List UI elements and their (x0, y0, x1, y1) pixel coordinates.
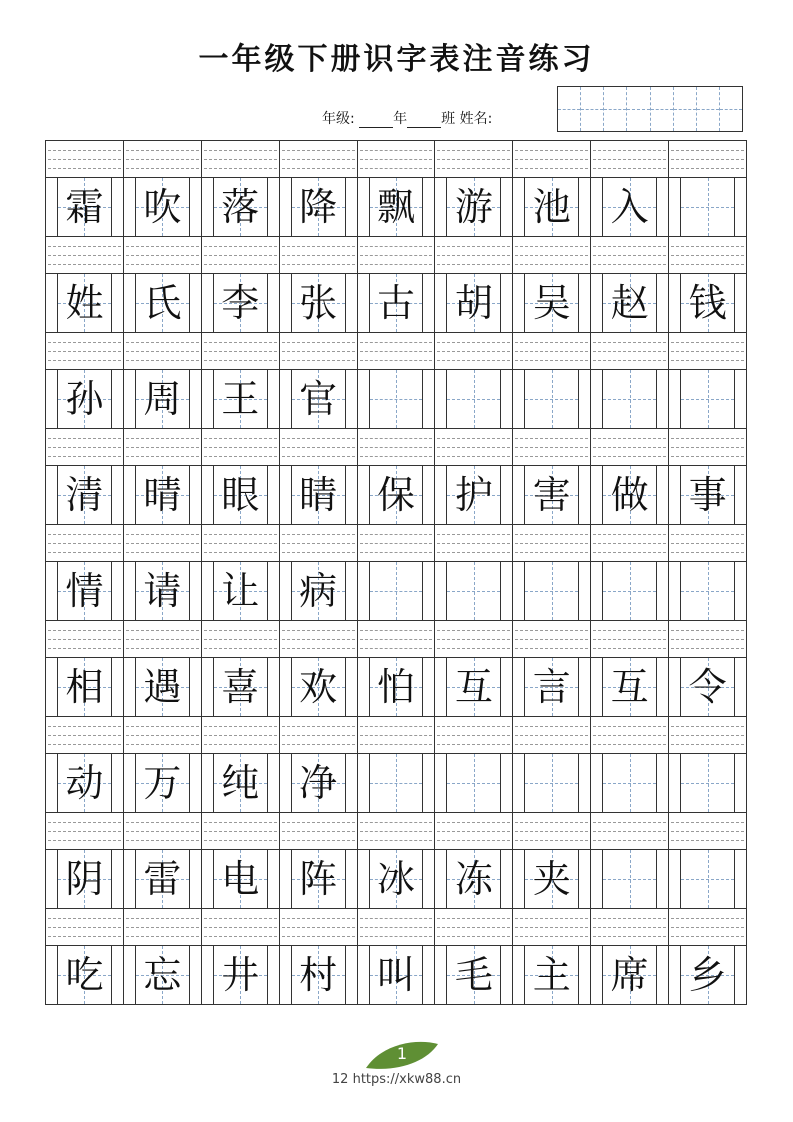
pinyin-row (45, 716, 747, 753)
character: 吹 (143, 185, 182, 229)
pinyin-cell[interactable] (202, 525, 280, 561)
tian-grid-box (446, 562, 501, 620)
character-cell[interactable] (280, 562, 358, 620)
character: 欢 (299, 665, 338, 709)
pinyin-cell[interactable] (358, 237, 436, 273)
grid-row (45, 140, 747, 236)
pinyin-cell[interactable] (46, 909, 124, 945)
pinyin-row (45, 236, 747, 273)
grade-label: 年级: (322, 111, 355, 127)
character-cell[interactable] (591, 274, 669, 332)
pinyin-row (45, 140, 747, 177)
character-cell[interactable] (513, 754, 591, 812)
character: 池 (532, 185, 571, 229)
character-cell[interactable] (46, 754, 124, 812)
pinyin-cell[interactable] (513, 621, 591, 657)
pinyin-cell[interactable] (46, 717, 124, 753)
pinyin-cell[interactable] (358, 717, 436, 753)
character-cell[interactable] (591, 370, 669, 428)
character-cell[interactable] (280, 370, 358, 428)
name-writing-box[interactable] (557, 86, 743, 132)
character: 情 (65, 569, 104, 613)
pinyin-cell[interactable] (202, 717, 280, 753)
character: 夹 (532, 857, 571, 901)
name-cell (673, 87, 696, 131)
pinyin-cell[interactable] (591, 333, 669, 369)
character-row (45, 945, 747, 1004)
character-cell[interactable] (358, 754, 436, 812)
pinyin-cell[interactable] (124, 621, 202, 657)
grid-row (45, 908, 747, 1004)
pinyin-cell[interactable] (46, 813, 124, 849)
pinyin-cell[interactable] (358, 621, 436, 657)
character: 乡 (688, 953, 727, 997)
class-label: 班 (441, 111, 456, 127)
grid-row (45, 716, 747, 812)
pinyin-cell[interactable] (669, 525, 747, 561)
character: 动 (65, 761, 104, 805)
pinyin-cell[interactable] (280, 429, 358, 465)
character-cell[interactable] (591, 466, 669, 524)
pinyin-row (45, 908, 747, 945)
character: 病 (299, 569, 338, 613)
character-cell[interactable] (669, 850, 747, 908)
pinyin-cell[interactable] (280, 717, 358, 753)
pinyin-cell[interactable] (280, 621, 358, 657)
character-cell[interactable] (124, 178, 202, 236)
character-cell[interactable] (513, 946, 591, 1004)
tian-grid-box (602, 850, 657, 908)
character: 睛 (299, 473, 338, 517)
pinyin-cell[interactable] (124, 429, 202, 465)
pinyin-cell[interactable] (591, 621, 669, 657)
page-number: 1 (396, 1044, 408, 1063)
pinyin-cell[interactable] (591, 909, 669, 945)
character-cell[interactable] (358, 466, 436, 524)
character-cell[interactable] (46, 274, 124, 332)
pinyin-cell[interactable] (280, 813, 358, 849)
tian-grid-box (602, 754, 657, 812)
character: 让 (221, 569, 260, 613)
character-cell[interactable] (435, 274, 513, 332)
character: 古 (377, 281, 416, 325)
character: 言 (532, 665, 571, 709)
character-cell[interactable] (669, 658, 747, 716)
character: 雷 (143, 857, 182, 901)
character: 请 (143, 569, 182, 613)
pinyin-cell[interactable] (202, 621, 280, 657)
character-row (45, 465, 747, 524)
character-cell[interactable] (435, 178, 513, 236)
character: 电 (221, 857, 260, 901)
character-cell[interactable] (124, 562, 202, 620)
pinyin-cell[interactable] (435, 813, 513, 849)
pinyin-cell[interactable] (280, 141, 358, 177)
character-cell[interactable] (124, 274, 202, 332)
name-cell (580, 87, 603, 131)
character-cell[interactable] (202, 370, 280, 428)
character-row (45, 561, 747, 620)
pinyin-cell[interactable] (513, 525, 591, 561)
character-cell[interactable] (669, 178, 747, 236)
character-cell[interactable] (513, 370, 591, 428)
character-row (45, 753, 747, 812)
character-cell[interactable] (124, 850, 202, 908)
character: 冰 (377, 857, 416, 901)
character: 害 (532, 473, 571, 517)
character-cell[interactable] (669, 466, 747, 524)
character: 姓 (65, 281, 104, 325)
pinyin-cell[interactable] (669, 333, 747, 369)
character-cell[interactable] (435, 850, 513, 908)
pinyin-cell[interactable] (669, 237, 747, 273)
pinyin-cell[interactable] (358, 909, 436, 945)
character: 村 (299, 953, 338, 997)
character-row (45, 657, 747, 716)
character: 叫 (377, 953, 416, 997)
character-cell[interactable] (358, 850, 436, 908)
character: 官 (299, 377, 338, 421)
name-cell (603, 87, 626, 131)
character: 霜 (65, 185, 104, 229)
character: 冻 (454, 857, 493, 901)
pinyin-cell[interactable] (124, 237, 202, 273)
grid-row (45, 812, 747, 908)
character: 清 (65, 473, 104, 517)
pinyin-cell[interactable] (591, 429, 669, 465)
pinyin-cell[interactable] (669, 909, 747, 945)
pinyin-cell[interactable] (46, 429, 124, 465)
character-cell[interactable] (280, 754, 358, 812)
character: 孙 (65, 377, 104, 421)
tian-grid-box (680, 370, 735, 428)
character-cell[interactable] (435, 466, 513, 524)
character-cell[interactable] (46, 562, 124, 620)
character-cell[interactable] (280, 178, 358, 236)
character-cell[interactable] (435, 946, 513, 1004)
character-cell[interactable] (513, 658, 591, 716)
character-cell[interactable] (513, 178, 591, 236)
character-cell[interactable] (202, 178, 280, 236)
character-cell[interactable] (513, 466, 591, 524)
character-row (45, 849, 747, 908)
pinyin-cell[interactable] (358, 525, 436, 561)
pinyin-cell[interactable] (435, 525, 513, 561)
character-cell[interactable] (513, 850, 591, 908)
tian-grid-box (446, 370, 501, 428)
pinyin-cell[interactable] (202, 813, 280, 849)
pinyin-cell[interactable] (202, 237, 280, 273)
pinyin-cell[interactable] (513, 813, 591, 849)
character-cell[interactable] (669, 274, 747, 332)
character: 晴 (143, 473, 182, 517)
character-cell[interactable] (46, 946, 124, 1004)
character-row (45, 273, 747, 332)
character: 吃 (65, 953, 104, 997)
character: 怕 (377, 665, 416, 709)
character-cell[interactable] (435, 562, 513, 620)
pinyin-cell[interactable] (280, 525, 358, 561)
pinyin-cell[interactable] (669, 717, 747, 753)
pinyin-row (45, 620, 747, 657)
character-cell[interactable] (358, 562, 436, 620)
tian-grid-box (602, 370, 657, 428)
character-cell[interactable] (513, 562, 591, 620)
pinyin-cell[interactable] (513, 333, 591, 369)
footer-url[interactable]: 12 https://xkw88.cn (331, 1072, 462, 1087)
pinyin-row (45, 812, 747, 849)
tian-grid-box (524, 562, 579, 620)
grid-row (45, 524, 747, 620)
tian-grid-box (680, 850, 735, 908)
page-title: 一年级下册识字表注音练习 (198, 42, 595, 77)
name-cell (719, 87, 742, 131)
character: 眼 (221, 473, 260, 517)
character-cell[interactable] (124, 658, 202, 716)
character-cell[interactable] (435, 370, 513, 428)
character: 互 (454, 665, 493, 709)
character: 忘 (143, 953, 182, 997)
pinyin-cell[interactable] (46, 621, 124, 657)
pinyin-cell[interactable] (202, 429, 280, 465)
character-cell[interactable] (124, 946, 202, 1004)
character: 降 (299, 185, 338, 229)
pinyin-cell[interactable] (591, 813, 669, 849)
name-cell (650, 87, 673, 131)
character: 游 (454, 185, 493, 229)
character: 遇 (143, 665, 182, 709)
pinyin-cell[interactable] (513, 909, 591, 945)
name-cell (696, 87, 719, 131)
character-cell[interactable] (591, 178, 669, 236)
pinyin-cell[interactable] (669, 621, 747, 657)
class-blank[interactable] (407, 113, 441, 128)
character-cell[interactable] (46, 658, 124, 716)
pinyin-cell[interactable] (435, 909, 513, 945)
pinyin-cell[interactable] (46, 333, 124, 369)
character-cell[interactable] (669, 370, 747, 428)
pinyin-cell[interactable] (280, 333, 358, 369)
character-cell[interactable] (358, 370, 436, 428)
character: 相 (65, 665, 104, 709)
pinyin-cell[interactable] (46, 525, 124, 561)
character-cell[interactable] (435, 658, 513, 716)
pinyin-cell[interactable] (46, 141, 124, 177)
character-cell[interactable] (202, 658, 280, 716)
character-cell[interactable] (124, 466, 202, 524)
character-cell[interactable] (591, 946, 669, 1004)
pinyin-cell[interactable] (669, 813, 747, 849)
pinyin-cell[interactable] (280, 909, 358, 945)
character: 飘 (377, 185, 416, 229)
pinyin-cell[interactable] (358, 141, 436, 177)
character: 井 (221, 953, 260, 997)
character-cell[interactable] (46, 178, 124, 236)
tian-grid-box (524, 754, 579, 812)
character-cell[interactable] (280, 274, 358, 332)
pinyin-cell[interactable] (591, 237, 669, 273)
pinyin-cell[interactable] (591, 141, 669, 177)
pinyin-cell[interactable] (513, 237, 591, 273)
grade-blank[interactable] (359, 113, 393, 128)
pinyin-cell[interactable] (435, 333, 513, 369)
character: 护 (454, 473, 493, 517)
character-cell[interactable] (591, 850, 669, 908)
character: 万 (143, 761, 182, 805)
character: 纯 (221, 761, 260, 805)
pinyin-cell[interactable] (591, 717, 669, 753)
character-cell[interactable] (669, 562, 747, 620)
character-cell[interactable] (202, 946, 280, 1004)
character: 令 (688, 665, 727, 709)
pinyin-cell[interactable] (513, 717, 591, 753)
character: 王 (221, 377, 260, 421)
character-cell[interactable] (124, 370, 202, 428)
character-cell[interactable] (124, 754, 202, 812)
pinyin-cell[interactable] (669, 141, 747, 177)
tian-grid-box (524, 370, 579, 428)
character-cell[interactable] (280, 658, 358, 716)
pinyin-cell[interactable] (591, 525, 669, 561)
name-label: 姓名: (459, 111, 493, 127)
pinyin-cell[interactable] (513, 429, 591, 465)
character-cell[interactable] (202, 850, 280, 908)
tian-grid-box (680, 754, 735, 812)
character-cell[interactable] (435, 754, 513, 812)
practice-grid (45, 140, 747, 1005)
character-cell[interactable] (46, 370, 124, 428)
pinyin-row (45, 428, 747, 465)
name-cell (558, 87, 580, 131)
tian-grid-box (602, 562, 657, 620)
tian-grid-box (369, 562, 424, 620)
character-cell[interactable] (202, 562, 280, 620)
pinyin-cell[interactable] (124, 717, 202, 753)
character: 席 (610, 953, 649, 997)
character: 赵 (610, 281, 649, 325)
tian-grid-box (446, 754, 501, 812)
pinyin-cell[interactable] (435, 621, 513, 657)
pinyin-cell[interactable] (435, 717, 513, 753)
character: 喜 (221, 665, 260, 709)
pinyin-cell[interactable] (202, 333, 280, 369)
character: 氏 (143, 281, 182, 325)
pinyin-cell[interactable] (202, 909, 280, 945)
character-cell[interactable] (358, 658, 436, 716)
character: 阴 (65, 857, 104, 901)
tian-grid-box (369, 370, 424, 428)
pinyin-cell[interactable] (669, 429, 747, 465)
character: 阵 (299, 857, 338, 901)
character: 净 (299, 761, 338, 805)
pinyin-cell[interactable] (124, 909, 202, 945)
character-cell[interactable] (669, 946, 747, 1004)
pinyin-cell[interactable] (124, 141, 202, 177)
character: 吴 (532, 281, 571, 325)
pinyin-cell[interactable] (46, 237, 124, 273)
character-cell[interactable] (669, 754, 747, 812)
character-cell[interactable] (591, 754, 669, 812)
pinyin-cell[interactable] (124, 813, 202, 849)
character: 入 (610, 185, 649, 229)
character: 落 (221, 185, 260, 229)
character-cell[interactable] (358, 274, 436, 332)
character: 张 (299, 281, 338, 325)
pinyin-cell[interactable] (202, 141, 280, 177)
pinyin-cell[interactable] (358, 333, 436, 369)
grid-bottom-border (45, 1004, 747, 1005)
pinyin-cell[interactable] (358, 429, 436, 465)
character: 保 (377, 473, 416, 517)
character-cell[interactable] (591, 562, 669, 620)
character-cell[interactable] (280, 946, 358, 1004)
pinyin-cell[interactable] (513, 141, 591, 177)
year-label: 年 (393, 111, 408, 127)
character: 主 (532, 953, 571, 997)
character: 胡 (454, 281, 493, 325)
character-cell[interactable] (46, 850, 124, 908)
character-cell[interactable] (591, 658, 669, 716)
character: 事 (688, 473, 727, 517)
pinyin-cell[interactable] (280, 237, 358, 273)
character-cell[interactable] (358, 946, 436, 1004)
character-cell[interactable] (280, 850, 358, 908)
name-cell (626, 87, 649, 131)
pinyin-cell[interactable] (435, 429, 513, 465)
grid-row (45, 428, 747, 524)
character: 毛 (454, 953, 493, 997)
grid-row (45, 332, 747, 428)
character: 周 (143, 377, 182, 421)
grid-row (45, 620, 747, 716)
character-cell[interactable] (280, 466, 358, 524)
pinyin-cell[interactable] (124, 333, 202, 369)
grid-row (45, 236, 747, 332)
tian-grid-box (369, 754, 424, 812)
pinyin-cell[interactable] (435, 141, 513, 177)
tian-grid-box (680, 178, 735, 236)
character: 李 (221, 281, 260, 325)
tian-grid-box (680, 562, 735, 620)
character-cell[interactable] (513, 274, 591, 332)
character: 互 (610, 665, 649, 709)
character-cell[interactable] (358, 178, 436, 236)
pinyin-row (45, 332, 747, 369)
character-row (45, 177, 747, 236)
character-cell[interactable] (202, 466, 280, 524)
character-cell[interactable] (202, 754, 280, 812)
pinyin-row (45, 524, 747, 561)
character-row (45, 369, 747, 428)
character: 钱 (688, 281, 727, 325)
student-info (322, 108, 492, 128)
character-cell[interactable] (202, 274, 280, 332)
pinyin-cell[interactable] (435, 237, 513, 273)
character-cell[interactable] (46, 466, 124, 524)
pinyin-cell[interactable] (358, 813, 436, 849)
pinyin-cell[interactable] (124, 525, 202, 561)
character: 做 (610, 473, 649, 517)
